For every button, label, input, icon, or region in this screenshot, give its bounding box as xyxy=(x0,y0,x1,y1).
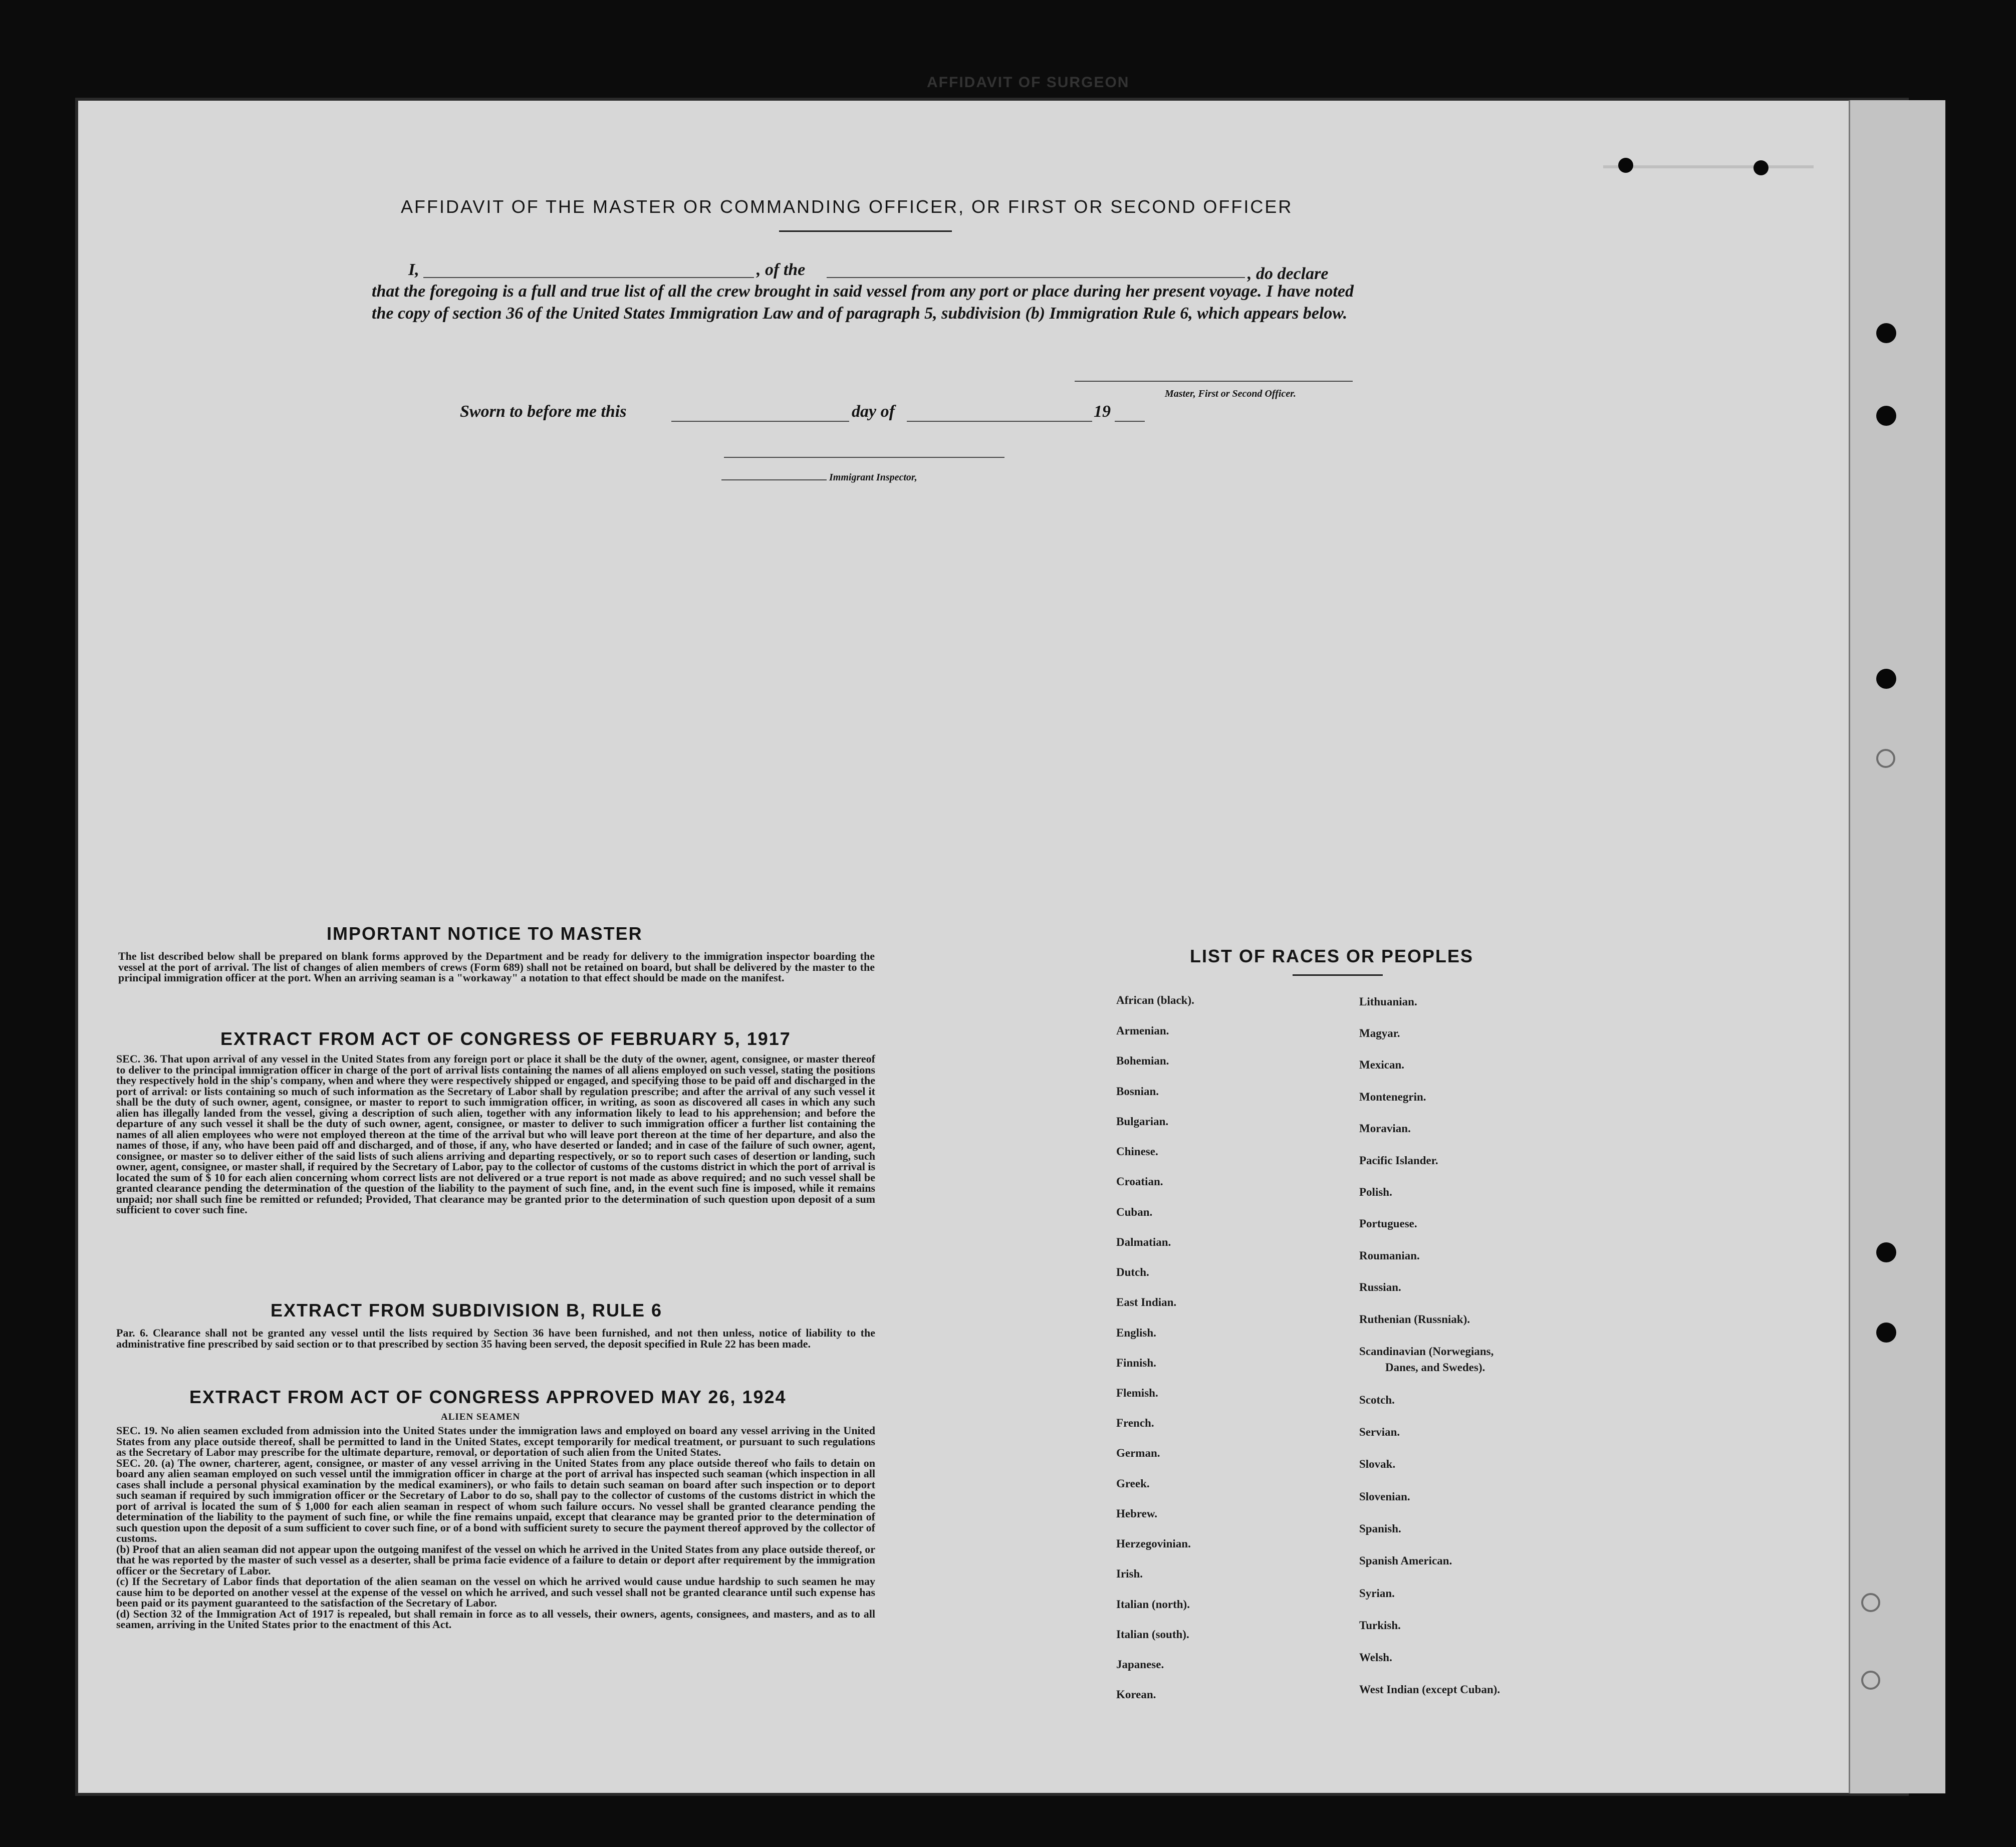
race-entry: Welsh. xyxy=(1359,1651,1392,1664)
race-entry: Herzegovinian. xyxy=(1116,1537,1191,1550)
race-entry: Flemish. xyxy=(1116,1387,1158,1399)
sec-19-paragraph: SEC. 19. No alien seamen excluded from admission into the United States under the immigration laws and employed on board any vessel arriving in the United States from any place outside thereof, shall be permitted to land in the United States, except temporarily for medical treatment, or pursuant to such regulations as the Secretary of Labor may prescribe for the ultimate departure, removal, or deportation of such alien from the United States. xyxy=(116,1424,875,1458)
punch-hole-ring xyxy=(1861,1671,1880,1690)
race-entry: Croatian. xyxy=(1116,1175,1163,1188)
notice-body: The list described below shall be prepared on blank forms approved by the Department and be ready for delivery to the immigration inspector boarding the vessel at the port of arrival. The list of changes of alien members of crews (Form 689) shall not be retained on board, but shall be delivered by the master to the principal immigration officer at the port. When an arriving seaman is a "workaway" a notation to that effect should be made on the manifest. xyxy=(118,950,875,984)
race-entry: Dutch. xyxy=(1116,1266,1149,1278)
race-entry: German. xyxy=(1116,1447,1160,1459)
race-entry: French. xyxy=(1116,1417,1154,1429)
race-entry: Irish. xyxy=(1116,1567,1143,1580)
race-entry: Russian. xyxy=(1359,1281,1401,1293)
signer-label: Master, First or Second Officer. xyxy=(1165,388,1296,399)
race-entry: Cuban. xyxy=(1116,1206,1153,1218)
extract-1917-body: SEC. 36. That upon arrival of any vessel in the United States from any foreign port or place it shall be the duty of the owner, agent, consignee, or master thereof to deliver to the principal immigration officer in charge of the port of arrival lists containing the names of all aliens employed on such vessel, stating the positions they respectively hold in the ship's company, when and where they were respectively shipped or engaged, and specifying those to be paid off and discharged in the port of arrival: or lists containing so much of such information as the Secretary of Labor shall by regulation prescribe; and after the arrival of any such vessel it shall be the duty of such owner, agent, consignee, or master to report to such immigration officer, in writing, as soon as discovered all cases in which any such alien has illegally landed from the vessel, giving a description of such alien, together with any information likely to lead to his apprehension; and before the departure of any such vessel it shall be the duty of such owner, agent, consignee, or master to deliver to such immigration officer a further list containing the names of all alien employees who were not employed thereon at the time of the arrival but who will leave port thereon at the time of her departure, and also the names of those, if any, who have been paid off and discharged, and of those, if any, who have deserted or landed; and in case of the failure of such owner, agent, consignee, or master so to deliver either of the said lists of such aliens arriving and departing respectively, or so to report such cases of desertion or landing, such owner, agent, consignee, or master shall, if required by the Secretary of Labor, pay to the collector of customs of the customs district in which the port of arrival is located the sum of $ 10 for each alien concerning whom correct lists are not delivered or a true report is not made as above required; and no such vessel shall be granted clearance pending the determination of the question of the liability to the payment of such fine, and, in the event such fine is imposed, while it remains unpaid; nor shall such fine be remitted or refunded; Provided, That clearance may be granted prior to the determination of such question upon deposit of a sum sufficient to cover such fine. xyxy=(116,1052,876,1216)
affidavit-title: AFFIDAVIT OF THE MASTER OR COMMANDING OFFICER, OR FIRST OR SECOND OFFICER xyxy=(401,196,1293,217)
punch-hole-ring xyxy=(1876,749,1895,768)
race-entry: Armenian. xyxy=(1116,1024,1169,1037)
extract-1924-title: EXTRACT FROM ACT OF CONGRESS APPROVED MAY 26, 1924 xyxy=(189,1387,787,1407)
punch-hole xyxy=(1876,323,1896,343)
sec-20a-paragraph: SEC. 20. (a) The owner, charterer, agent, consignee, or master of any vessel arriving in the United States from any place outside thereof who fails to detain on board any alien seaman employed on such vessel until the immigration officer in charge at the port of arrival has inspected such seaman (which inspection in all cases shall include a personal physical examination by the medical examiners), or who fails to detain such seaman on board after such inspection or to deport such seaman if required by such immigration officer or the Secretary of Labor to do so, shall pay to the collector of customs of the customs district in which the port of arrival is located the sum of $ 1,000 for each alien seaman in respect of whom such failure occurs. No vessel shall be granted clearance pending the determination of the liability to the payment of such fine, or while the fine remains unpaid, except that clearance may be granted prior to the determination of such question upon the deposit of a sum sufficient to cover such fine, or of a bond with sufficient surety to secure the payment thereof approved by the collector of customs. xyxy=(116,1456,875,1544)
inspector-name-line xyxy=(721,479,827,480)
race-entry: Slovenian. xyxy=(1359,1490,1410,1503)
sworn-prefix: Sworn to before me this xyxy=(460,402,627,421)
race-entry: Moravian. xyxy=(1359,1122,1411,1135)
rule6-body: Par. 6. Clearance shall not be granted any vessel until the lists required by Section 36 have been furnished, and not then unless, notice of liability to the administrative fine prescribed by said section or to that prescribed by section 35 having been served, the deposit specified in Rule 22 has been made. xyxy=(116,1327,875,1350)
race-entry: Spanish American. xyxy=(1359,1554,1452,1567)
extract-1924-subtitle: ALIEN SEAMEN xyxy=(441,1412,521,1422)
race-entry: Syrian. xyxy=(1359,1587,1395,1600)
notice-title: IMPORTANT NOTICE TO MASTER xyxy=(327,923,643,944)
race-entry: Korean. xyxy=(1116,1688,1156,1701)
rule6-title: EXTRACT FROM SUBDIVISION B, RULE 6 xyxy=(271,1300,663,1321)
race-entry: Danes, and Swedes). xyxy=(1385,1361,1485,1374)
inspector-label: Immigrant Inspector, xyxy=(829,472,917,483)
sec-20d-paragraph: (d) Section 32 of the Immigration Act of 1917 is repealed, but shall remain in force as to all vessels, their owners, agents, consignees, and masters, and as to all seamen, arriving in the United States prior to the enactment of this Act. xyxy=(116,1607,875,1631)
race-entry: Chinese. xyxy=(1116,1145,1158,1158)
race-entry: Turkish. xyxy=(1359,1619,1401,1632)
race-entry: Pacific Islander. xyxy=(1359,1154,1438,1167)
race-entry: Hebrew. xyxy=(1116,1507,1157,1520)
sworn-day-line xyxy=(671,421,849,422)
declare-suffix: , do declare xyxy=(1247,265,1329,283)
title-rule xyxy=(779,230,952,232)
race-entry: Italian (north). xyxy=(1116,1598,1190,1611)
inspector-signature-line xyxy=(724,457,1004,458)
race-entry: Italian (south). xyxy=(1116,1628,1189,1641)
race-entry: Lithuanian. xyxy=(1359,995,1417,1008)
vessel-prefix: , of the xyxy=(757,260,806,279)
punch-hole xyxy=(1876,1323,1896,1343)
race-entry: Servian. xyxy=(1359,1426,1400,1438)
sworn-month-line xyxy=(907,421,1092,422)
punch-hole xyxy=(1876,406,1896,426)
races-title: LIST OF RACES OR PEOPLES xyxy=(1190,946,1474,966)
punch-hole xyxy=(1876,669,1896,689)
extract-1917-title: EXTRACT FROM ACT OF CONGRESS OF FEBRUARY 5, 1917 xyxy=(220,1028,791,1049)
race-entry: African (black). xyxy=(1116,994,1194,1006)
race-entry: Portuguese. xyxy=(1359,1217,1417,1230)
punch-hole-ring xyxy=(1861,1593,1880,1612)
race-entry: Bosnian. xyxy=(1116,1085,1159,1098)
race-entry: Bulgarian. xyxy=(1116,1115,1169,1128)
sec-20b-paragraph: (b) Proof that an alien seaman did not appear upon the outgoing manifest of the vessel on which he arrived in the United States from any place outside thereof, or that he was reported by the master of such vessel as a deserter, shall be prima facie evidence of a failure to detain or deport after requirement by the immigration officer or the Secretary of Labor. xyxy=(116,1542,875,1577)
race-entry: Montenegrin. xyxy=(1359,1091,1426,1103)
signature-line xyxy=(1075,381,1353,382)
declarant-prefix: I, xyxy=(408,260,419,279)
adjacent-page-edge xyxy=(1849,100,1945,1793)
race-entry: Spanish. xyxy=(1359,1522,1401,1535)
sec-20c-paragraph: (c) If the Secretary of Labor finds that deportation of the alien seaman on the vessel on which he arrived would cause undue hardship to such seamen he may cause him to be deported on another vessel at the expense of the vessel on which he arrived, and such vessel shall not be granted clearance until such expense has been paid or its payment guaranteed to the satisfaction of the Secretary of Labor. xyxy=(116,1575,875,1609)
vessel-name-line xyxy=(827,277,1245,278)
race-entry: Polish. xyxy=(1359,1186,1392,1198)
race-entry: Bohemian. xyxy=(1116,1054,1169,1067)
race-entry: Ruthenian (Russniak). xyxy=(1359,1313,1470,1326)
sworn-year-line xyxy=(1115,421,1145,422)
race-entry: West Indian (except Cuban). xyxy=(1359,1683,1500,1696)
sworn-year-prefix: 19 xyxy=(1094,402,1111,421)
race-entry: Scandinavian (Norwegians, xyxy=(1359,1345,1494,1358)
race-entry: Dalmatian. xyxy=(1116,1236,1171,1248)
declarant-name-line xyxy=(423,277,754,278)
top-stamp: AFFIDAVIT OF SURGEON xyxy=(927,74,1130,91)
race-entry: East Indian. xyxy=(1116,1296,1177,1308)
extract-1924-body xyxy=(116,1425,875,1630)
race-entry: Greek. xyxy=(1116,1477,1150,1490)
sworn-day-label: day of xyxy=(852,402,895,421)
punch-hole xyxy=(1876,1242,1896,1262)
bleed-through-mark xyxy=(1603,165,1814,203)
affidavit-body: that the foregoing is a full and true list of all the crew brought in said vessel from any port or place during her present voyage. I have noted the copy of section 36 of the United States Immigration Law and of paragraph 5, subdivision (b) Immigration Rule 6, which appears below. xyxy=(372,282,1354,323)
race-entry: Slovak. xyxy=(1359,1458,1396,1470)
race-entry: Roumanian. xyxy=(1359,1249,1420,1262)
punch-hole xyxy=(1753,160,1769,175)
race-entry: Scotch. xyxy=(1359,1394,1395,1406)
race-entry: Mexican. xyxy=(1359,1059,1405,1071)
races-title-rule xyxy=(1293,974,1383,976)
race-entry: Finnish. xyxy=(1116,1357,1156,1369)
race-entry: Magyar. xyxy=(1359,1027,1400,1039)
race-entry: Japanese. xyxy=(1116,1658,1164,1671)
punch-hole xyxy=(1618,158,1633,173)
race-entry: English. xyxy=(1116,1327,1156,1339)
